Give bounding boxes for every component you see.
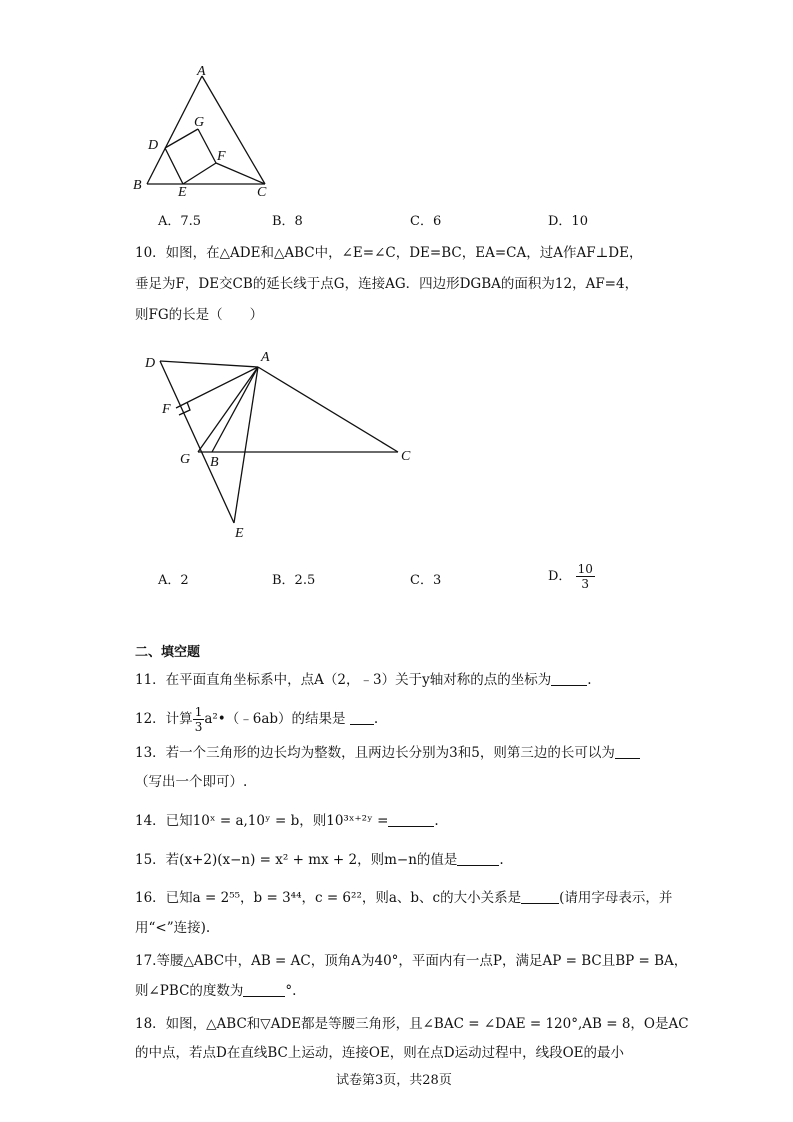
q10-line1: 10．如图，在△ADE和△ABC中，∠E=∠C，DE=BC，EA=CA，过A作AF⊥DE， [135, 245, 643, 261]
q12-fraction [193, 705, 205, 734]
q10-option-d-fraction [576, 562, 595, 591]
fig10-label-f: F [162, 402, 171, 417]
q9-option-c[interactable]: C．6 [410, 214, 442, 229]
q10-option-d-den: 3 [581, 577, 590, 591]
fig9-label-a: A [197, 64, 206, 79]
q11-text: 11．在平面直角坐标系中，点A（2，﹣3）关于y轴对称的点的坐标为 [135, 672, 552, 688]
q9-option-b[interactable]: B．8 [272, 214, 303, 229]
fig10-label-c: C [401, 449, 411, 464]
q9-option-a[interactable]: A．7.5 [158, 214, 202, 229]
page-footer: 试卷第3页，共28页 [336, 1073, 452, 1088]
q10-option-d-prefix: D． [548, 569, 572, 584]
q17-line1: 17.等腰△ABC中，AB = AC，顶角A为40°，平面内有一点P，满足AP = BC且BP = BA， [135, 953, 688, 969]
fig10-label-a: A [261, 350, 270, 365]
q16-text: 16．已知a = 2⁵⁵，b = 3⁴⁴，c = 6²²，则a、b、c的大小关系是 [135, 890, 522, 906]
q10-line2: 垂足为F，DE交CB的延长线于点G，连接AG．四边形DGBA的面积为12，AF=4， [135, 276, 639, 292]
fig10-label-b: B [210, 455, 219, 470]
q10-option-d[interactable] [548, 562, 595, 591]
q16-text-tail: (请用字母表示，并 [559, 890, 673, 906]
fig9-label-e: E [178, 185, 187, 200]
q10-option-c[interactable]: C．3 [410, 573, 442, 588]
q18-line2: 的中点，若点D在直线BC上运动，连接OE，则在点D运动过程中，线段OE的最小 [135, 1045, 624, 1061]
q10-option-d-num: 10 [577, 562, 593, 576]
q16-line2: 用“<”连接). [135, 920, 211, 936]
fig9-label-g: G [194, 115, 205, 130]
q10-line3: 则FG的长是（ ） [135, 307, 264, 323]
q12: 12．计算 $\frac{1}{3}$ a²•（﹣6ab）的结果是 . [135, 705, 379, 734]
q15-answer-blank[interactable] [457, 851, 499, 866]
q12-expr: a²•（﹣6ab）的结果是 [204, 711, 346, 727]
fig9-label-b: B [133, 178, 142, 193]
q16-line1 [135, 888, 672, 908]
q17-line2 [135, 981, 296, 1001]
q12-num: 1 [194, 705, 203, 719]
fig9-label-f: F [217, 149, 226, 164]
section-title-fill-in: 二、填空题 [135, 645, 201, 660]
q17-text-end: °. [285, 983, 297, 999]
q17-answer-blank[interactable] [243, 982, 285, 997]
fig10-label-d: D [145, 356, 156, 371]
q13-line2: （写出一个即可）. [135, 774, 248, 790]
q15-text: 15．若(x+2)(x−n) = x² + mx + 2，则m−n的值是 [135, 852, 458, 868]
q11: 11．在平面直角坐标系中，点A（2，﹣3）关于y轴对称的点的坐标为 . [135, 672, 592, 688]
q18-line1: 18．如图，△ABC和▽ADE都是等腰三角形，且∠BAC = ∠DAE = 120°,AB = 8，O是AC [135, 1016, 689, 1032]
q16-answer-blank[interactable] [521, 889, 559, 904]
q15: 15．若(x+2)(x−n) = x² + mx + 2，则m−n的值是 . [135, 852, 504, 868]
q14-text: 14．已知10ˣ = a,10ʸ = b，则10³ˣ⁺²ʸ = [135, 813, 389, 829]
q12-den: 3 [194, 720, 203, 734]
q11-answer-blank[interactable] [551, 671, 587, 686]
q12-answer-blank[interactable] [350, 710, 374, 725]
q13-text: 13．若一个三角形的边长均为整数，且两边长分别为3和5，则第三边的长可以为 [135, 745, 615, 761]
q13-answer-blank[interactable] [615, 744, 640, 759]
fig10-label-e: E [235, 526, 244, 541]
fig9-label-d: D [148, 138, 159, 153]
q10-option-b[interactable]: B．2.5 [272, 573, 316, 588]
q10-option-a[interactable]: A．2 [158, 573, 189, 588]
q14: 14．已知10ˣ = a,10ʸ = b，则10³ˣ⁺²ʸ = . [135, 813, 439, 829]
q12-prefix: 12．计算 [135, 711, 193, 727]
q17-text: 则∠PBC的度数为 [135, 983, 244, 999]
figure-9 [125, 62, 285, 202]
fig9-label-c: C [257, 185, 267, 200]
figure-10 [140, 345, 430, 545]
q14-answer-blank[interactable] [388, 812, 434, 827]
q13-line1 [135, 743, 640, 763]
fig10-label-g: G [180, 452, 191, 467]
q9-option-d[interactable]: D．10 [548, 214, 588, 229]
